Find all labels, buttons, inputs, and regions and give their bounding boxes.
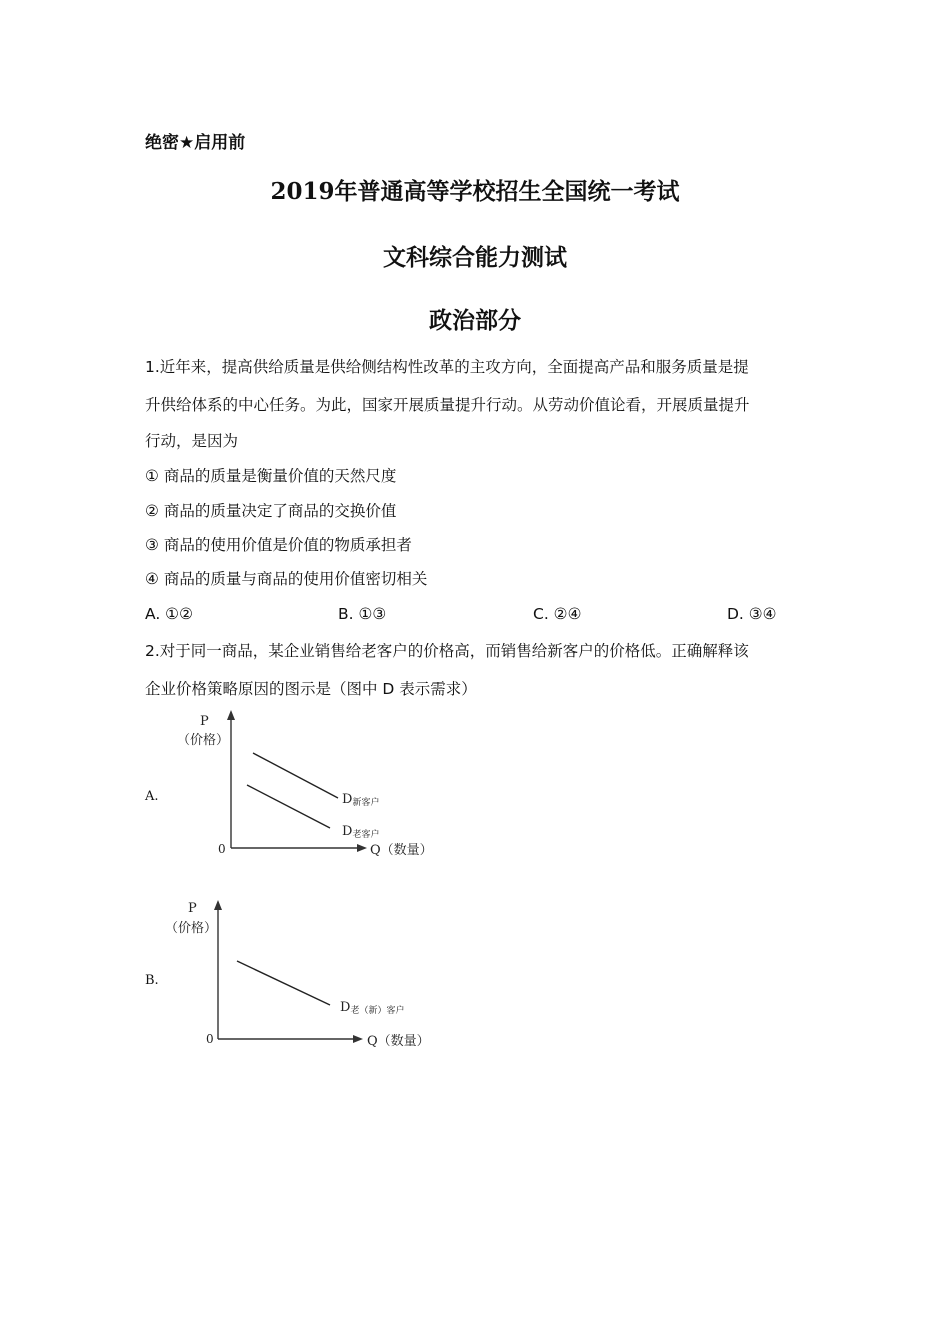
q1-stem-line-1: 1.近年来，提高供给质量是供给侧结构性改革的主攻方向，全面提高产品和服务质量是提 xyxy=(145,358,749,376)
graph-a xyxy=(160,705,460,865)
graph-b xyxy=(160,893,460,1058)
exam-title: 2019年普通高等学校招生全国统一考试 xyxy=(270,178,680,205)
graph-a-y-letter: P xyxy=(200,714,209,729)
graph-a-y-axis xyxy=(227,710,235,848)
graph-a-origin: 0 xyxy=(218,842,226,856)
subject-title: 文科综合能力测试 xyxy=(383,244,567,271)
q1-item-4: ④ 商品的质量与商品的使用价值密切相关 xyxy=(145,570,428,588)
graph-a-option-label[interactable]: A. xyxy=(145,789,159,804)
graph-b-curve-label: D老（新）客户 xyxy=(340,1000,405,1016)
graph-b-option-label[interactable]: B. xyxy=(145,973,159,988)
q2-stem-line-2: 企业价格策略原因的图示是（图中 D 表示需求） xyxy=(145,680,477,698)
q2-stem-line-1: 2.对于同一商品，某企业销售给老客户的价格高，而销售给新客户的价格低。正确解释该 xyxy=(145,642,749,660)
graph-a-curve-new-label: D新客户 xyxy=(342,792,380,808)
graph-b-x-axis xyxy=(218,1035,363,1043)
confidential-label: 绝密★启用前 xyxy=(145,133,246,153)
graph-a-demand-old-line xyxy=(247,785,330,828)
q1-stem-line-3: 行动，是因为 xyxy=(145,432,239,450)
q1-item-3: ③ 商品的使用价值是价值的物质承担者 xyxy=(145,536,412,554)
q1-option-b[interactable]: B. ①③ xyxy=(338,605,387,623)
graph-a-curve-old-label: D老客户 xyxy=(342,824,380,840)
section-title: 政治部分 xyxy=(429,307,521,334)
q1-option-a[interactable]: A. ①② xyxy=(145,605,193,623)
graph-b-demand-line xyxy=(237,961,330,1005)
q1-item-1: ① 商品的质量是衡量价值的天然尺度 xyxy=(145,467,397,485)
graph-b-y-name: （价格） xyxy=(165,921,218,936)
q1-option-d[interactable]: D. ③④ xyxy=(727,605,777,623)
graph-b-origin: 0 xyxy=(206,1032,214,1046)
graph-a-x-axis xyxy=(231,844,367,852)
q1-stem-line-2: 升供给体系的中心任务。为此，国家开展质量提升行动。从劳动价值论看，开展质量提升 xyxy=(145,396,750,414)
graph-a-demand-new-line xyxy=(253,753,338,798)
graph-a-y-name: （价格） xyxy=(177,733,230,748)
q1-option-c[interactable]: C. ②④ xyxy=(533,605,582,623)
q1-item-2: ② 商品的质量决定了商品的交换价值 xyxy=(145,502,397,520)
graph-b-y-letter: P xyxy=(188,901,197,916)
graph-b-x-label: Q（数量） xyxy=(367,1034,430,1049)
graph-a-x-label: Q（数量） xyxy=(370,843,433,858)
